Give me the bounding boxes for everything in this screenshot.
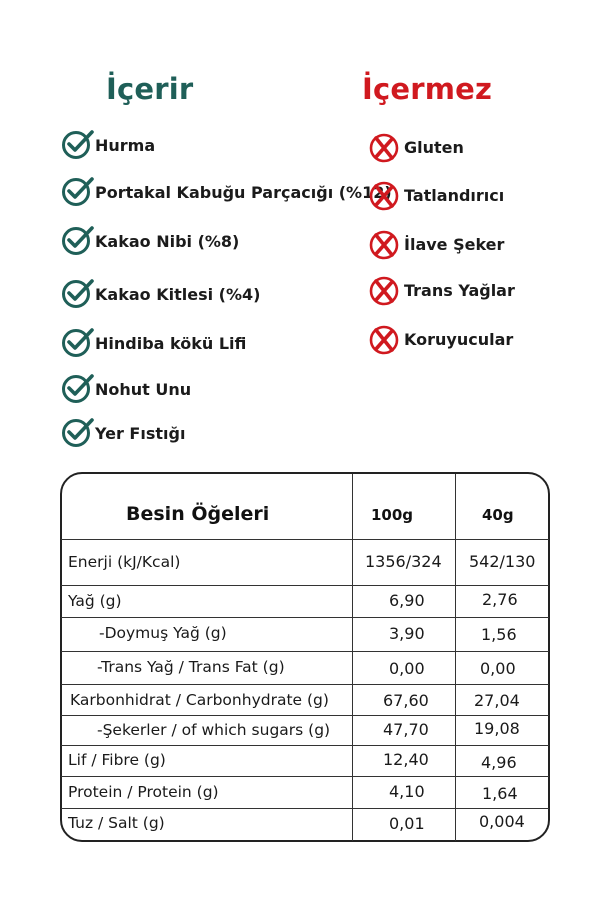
excludes-heading: İçermez <box>362 72 493 106</box>
row-value-100g: 12,40 <box>383 750 429 769</box>
contains-item <box>61 175 392 209</box>
row-value-40g: 4,96 <box>481 753 517 772</box>
row-value-40g: 1,64 <box>482 784 518 803</box>
row-value-40g: 0,00 <box>480 659 516 678</box>
cross-circle-icon <box>367 178 401 212</box>
table-row-divider <box>61 651 549 652</box>
check-circle-icon <box>61 326 95 360</box>
contains-item-label: Nohut Unu <box>95 379 192 399</box>
table-header-100g: 100g <box>371 506 414 524</box>
table-row-divider <box>61 715 549 716</box>
row-label: Tuz / Salt (g) <box>68 814 165 832</box>
contains-item <box>61 416 185 450</box>
table-row-divider <box>61 617 549 618</box>
table-row-divider <box>61 745 549 746</box>
row-label: Enerji (kJ/Kcal) <box>68 553 181 571</box>
cross-circle-icon <box>367 322 401 356</box>
cross-circle-icon <box>367 130 401 164</box>
row-value-100g: 47,70 <box>383 720 429 739</box>
row-label: -Şekerler / of which sugars (g) <box>97 721 331 739</box>
row-value-40g: 542/130 <box>469 552 536 571</box>
row-value-100g: 67,60 <box>383 691 429 710</box>
row-value-40g: 0,004 <box>479 812 525 831</box>
contains-item-label: Kakao Nibi (%8) <box>95 231 240 251</box>
excludes-item-label: Tatlandırıcı <box>404 185 505 205</box>
row-label: Karbonhidrat / Carbonhydrate (g) <box>70 691 329 709</box>
table-row-divider <box>61 776 549 777</box>
contains-item-label: Yer Fıstığı <box>95 423 186 443</box>
excludes-item <box>367 322 513 356</box>
contains-item-label: Portakal Kabuğu Parçacığı (%12) <box>95 182 392 202</box>
row-value-100g: 4,10 <box>389 782 425 801</box>
row-value-40g: 1,56 <box>481 625 517 644</box>
cross-circle-icon <box>367 273 401 307</box>
table-column-divider <box>455 474 456 841</box>
excludes-item <box>367 178 504 212</box>
row-label: Yağ (g) <box>68 592 122 610</box>
row-value-100g: 6,90 <box>389 591 425 610</box>
contains-item-label: Kakao Kitlesi (%4) <box>95 284 261 304</box>
excludes-item-label: Trans Yağlar <box>404 280 515 300</box>
contains-item-label: Hindiba kökü Lifi <box>95 333 247 353</box>
table-row-divider <box>61 684 549 685</box>
contains-item <box>61 372 191 406</box>
row-label: -Doymuş Yağ (g) <box>99 624 227 642</box>
table-header-40g: 40g <box>482 506 514 524</box>
excludes-item <box>367 130 464 164</box>
excludes-item <box>367 273 515 307</box>
contains-item <box>61 224 239 258</box>
row-label: -Trans Yağ / Trans Fat (g) <box>97 658 285 676</box>
check-circle-icon <box>61 224 95 258</box>
check-circle-icon <box>61 416 95 450</box>
contains-item <box>61 277 260 311</box>
excludes-item-label: İlave Şeker <box>404 234 505 254</box>
row-value-40g: 19,08 <box>474 719 520 738</box>
cross-circle-icon <box>367 227 401 261</box>
check-circle-icon <box>61 277 95 311</box>
excludes-item-label: Koruyucular <box>404 329 514 349</box>
row-label: Protein / Protein (g) <box>68 783 219 801</box>
contains-heading: İçerir <box>106 72 194 106</box>
check-circle-icon <box>61 372 95 406</box>
excludes-item <box>367 227 504 261</box>
contains-item-label: Hurma <box>95 135 156 155</box>
table-header-title: Besin Öğeleri <box>126 503 270 525</box>
table-row-divider <box>61 808 549 809</box>
row-value-40g: 27,04 <box>474 691 520 710</box>
row-value-100g: 0,00 <box>389 659 425 678</box>
check-circle-icon <box>61 175 95 209</box>
contains-item <box>61 326 246 360</box>
row-value-100g: 3,90 <box>389 624 425 643</box>
excludes-item-label: Gluten <box>404 137 464 157</box>
row-label: Lif / Fibre (g) <box>68 751 166 769</box>
row-value-100g: 1356/324 <box>365 552 442 571</box>
table-column-divider <box>352 474 353 841</box>
table-row-divider <box>61 585 549 586</box>
row-value-40g: 2,76 <box>482 590 518 609</box>
table-row-divider <box>61 539 549 540</box>
check-circle-icon <box>61 128 95 162</box>
row-value-100g: 0,01 <box>389 814 425 833</box>
contains-item <box>61 128 155 162</box>
